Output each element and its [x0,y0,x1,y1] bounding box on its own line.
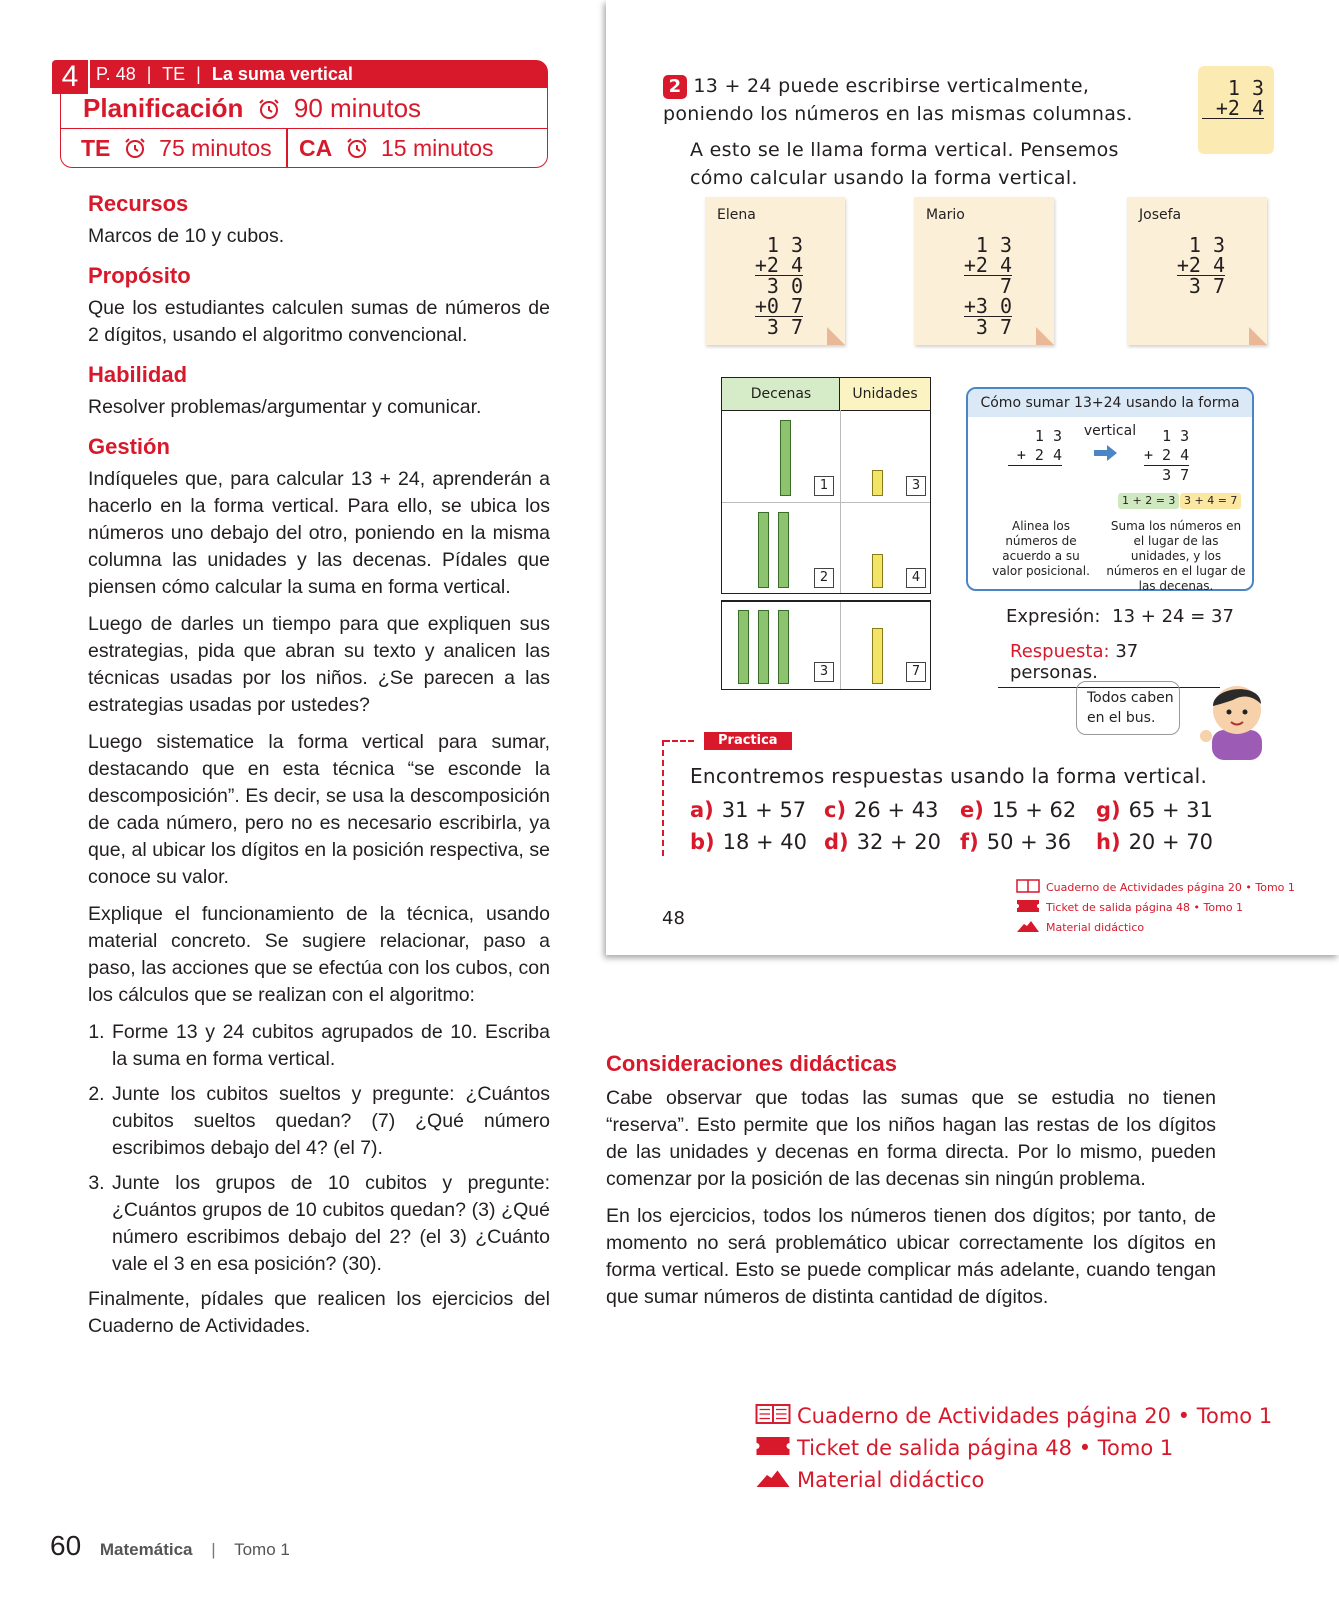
note-name: Josefa [1139,207,1182,223]
tens-digit: 2 [814,568,834,588]
exercise-value: 32 + 20 [856,830,942,854]
calc-row: +2 4 [1215,96,1264,120]
calc-row: +3 0 [963,294,1012,318]
book-refs [1016,878,1295,938]
left-column [88,190,550,1350]
proposito-text: Que los estudiantes calculen sumas de números de 2 dígitos, usando el algoritmo convencional. [88,297,550,346]
ref-item [1016,878,1295,898]
consideraciones [606,1050,1216,1321]
te-tag: TE [162,64,186,84]
howto-right-calc [1144,427,1189,485]
note-elena [705,197,845,345]
exercise-key: d) [824,830,849,854]
legend-item [755,1400,1272,1432]
exercise-item [960,827,1071,857]
exercise-key: f) [960,830,979,854]
calc-row: 3 0 [755,275,803,296]
note-calculation [964,235,1012,337]
gestion-paragraph: Explique el funcionamiento de la técnica, usando material concreto. Se sugiere relacionar, paso a paso, las acciones que se efectúa con los cubos, con los cálculos que se realizan con el algoritmo: [88,903,550,1006]
resource-legend [755,1400,1272,1496]
exercise-item [1096,795,1213,825]
calc-row: + 2 4 [1016,446,1062,464]
planning-total-row [83,88,421,128]
note-name: Elena [717,207,756,223]
unidades-header: Unidades [839,377,931,411]
ca-label: CA [299,135,333,161]
howto-panel [966,387,1254,591]
te-label: TE [81,135,111,161]
exercise-item [824,827,941,857]
ticket-icon [1016,899,1040,913]
calc-row: 3 7 [1177,275,1225,296]
consid-heading: Consideraciones didácticas [606,1051,897,1076]
ca-time [299,129,494,167]
recursos-heading: Recursos [88,191,189,216]
child-illustration [1200,672,1274,760]
ref-item [1016,898,1295,918]
expression-value: 13 + 24 = 37 [1112,606,1234,627]
ones-sum-pill: 3 + 4 = 7 [1180,493,1241,509]
note-josefa [1127,197,1267,345]
ones-digit: 3 [906,476,926,496]
note-mario [914,197,1054,345]
exercise-key: b) [690,830,715,854]
tens-rod [758,512,769,588]
problem-line1: 13 + 24 puede escribirse verticalmente, poniendo los números en las mismas columnas. [663,75,1133,125]
place-value-table [721,377,931,697]
exercise-key: g) [1096,798,1121,822]
footer-subject: Matemática [99,1540,193,1559]
consid-paragraph: Cabe observar que todas las sumas que se estudia no tienen “reserva”. Esto permite que los niños hagan las restas de los dígitos de las unidades y decenas en forma directa. Por lo mismo, pueden comenzar por la posición de las decenas sin ningún problema. [606,1087,1216,1190]
exercise-value: 26 + 43 [854,798,939,822]
exercise-item [690,795,806,825]
ref-item [1016,918,1295,938]
calc-row: +2 4 [1176,253,1225,277]
decenas-header: Decenas [721,377,841,411]
book-page-number: 48 [662,908,685,929]
problem-number: 2 [663,75,687,99]
howto-right-caption: Suma los números en el lugar de las unidades, y los números en el lugar de las decenas. [1106,519,1246,593]
practica-dash [662,740,666,856]
expression [1006,606,1234,627]
list-item: 2. Junte los cubitos sueltos y pregunte: ¿Cuántos cubitos sueltos quedan? (7) ¿Qué número escribimos debajo del 4? (el 7). [110,1081,550,1162]
legend-text: Cuaderno de Actividades página 20 • Tomo 1 [797,1404,1273,1428]
page-fold [827,327,845,345]
planning-box [52,60,548,167]
calc-row: +0 7 [754,294,803,318]
alarm-clock-icon [123,136,147,160]
te-minutes: 75 minutos [159,135,272,161]
alarm-clock-icon [345,136,369,160]
exercise-value: 50 + 36 [986,830,1072,854]
recursos-text: Marcos de 10 y cubos. [88,225,285,247]
problem-intro [663,72,1183,128]
tens-rod [738,610,749,684]
ref-text: Ticket de salida página 48 • Tomo 1 [1046,901,1244,914]
ones-digit: 7 [906,662,926,682]
exercise-value: 65 + 31 [1128,798,1214,822]
gestion-paragraph: Indíqueles que, para calcular 13 + 24, aprenderán a hacerlo en la forma vertical. Para ello, se ubica los números uno debajo del otro, poniendo en la misma columna las unidades y las decenas. Pídales que piensen cómo calcular la suma en forma vertical. [88,468,550,598]
gestion-heading: Gestión [88,434,170,459]
howto-title: Cómo sumar 13+24 usando la forma vertical [968,389,1252,417]
lesson-topic: La suma vertical [211,64,353,84]
planning-times [60,88,548,168]
material-icon [755,1467,791,1489]
ones-cubes [872,554,883,588]
exercise-value: 15 + 62 [991,798,1077,822]
habilidad-text: Resolver problemas/argumentar y comunicar. [88,396,482,418]
calc-row: 1 3 [1188,233,1225,257]
tens-sum-pill: 1 + 2 = 3 [1118,493,1179,509]
gestion-paragraph: Luego de darles un tiempo para que expliquen sus estrategias, pida que abran su texto y analicen las técnicas usadas por los niños. ¿Se parecen a las estrategias usadas por ustedes? [88,613,550,716]
calc-row: 1 3 [1034,427,1062,445]
column-divider [840,602,841,689]
textbook-page [606,0,1339,955]
calc-line [1008,465,1062,466]
expression-label: Expresión: [1006,606,1101,627]
legend-text: Material didáctico [797,1468,985,1492]
answer-value: 37 personas. [1010,641,1139,683]
tens-digit: 1 [814,476,834,496]
exercise-key: h) [1096,830,1121,854]
note-calculation [755,235,803,337]
exercise-item [1096,827,1213,857]
answer-label: Respuesta: [1010,641,1110,662]
planning-total: 90 minutos [293,93,422,123]
calc-row: 3 7 [755,316,803,337]
page-number: 60 [50,1530,82,1561]
calc-row: 3 7 [1144,465,1189,485]
calc-row: 1 3 [1162,427,1190,445]
ca-minutes: 15 minutos [381,135,494,161]
table-total [721,600,931,690]
footer-volume: Tomo 1 [234,1540,290,1559]
calc-row: 7 [964,275,1012,296]
final-paragraph: Finalmente, pídales que realicen los ejercicios del Cuaderno de Actividades. [88,1288,550,1337]
exercise-value: 20 + 70 [1128,830,1213,854]
footer-separator: | [211,1540,216,1559]
practica-label: Practica [704,732,792,750]
exercise-key: a) [690,798,714,822]
gestion-paragraph: Luego sistematice la forma vertical para sumar, destacando que en esta técnica “se esconde la descomposición”. Es decir, se usa la descomposición de cada número, pero no es necesario escribirla, ya que, al ubicar los dígitos en la posición respectiva, se conoce su valor. [88,731,550,888]
ones-cubes [872,628,883,684]
note-name: Mario [926,207,965,223]
calc-row: +2 4 [754,253,803,277]
book-icon [1016,879,1040,893]
tens-digit: 3 [814,662,834,682]
calc-row: + 2 4 [1144,446,1190,464]
page-fold [1036,327,1054,345]
calc-row: 1 3 [766,233,803,257]
corner-calc-numbers [1202,78,1264,119]
divider [286,129,288,167]
list-item: 1. Forme 13 y 24 cubitos agrupados de 10. Escriba la suma en forma vertical. [110,1019,550,1073]
exercise-value: 31 + 57 [721,798,807,822]
howto-left-calc [1008,427,1062,466]
page-fold [1249,327,1267,345]
habilidad-heading: Habilidad [88,362,188,387]
legend-item [755,1464,1272,1496]
note-calculation [1177,235,1225,296]
exercise-item [690,827,807,857]
ticket-icon [755,1435,791,1457]
material-icon [1016,919,1040,933]
page-ref: P. 48 [96,64,136,84]
calc-row: 1 3 [1227,76,1264,100]
calc-row: 3 7 [964,316,1012,337]
row-divider [722,502,930,503]
page-footer [50,1530,290,1562]
exercise-item [960,795,1076,825]
tens-rod [778,512,789,588]
ref-text: Material didáctico [1046,921,1145,934]
problem-line2: A esto se le llama forma vertical. Pensemos cómo calcular usando la forma vertical. [690,139,1119,189]
lesson-header: P. 48 | TE | La suma vertical [90,60,548,88]
consid-paragraph: En los ejercicios, todos los números tienen dos dígitos; por tanto, de momento no será problemático ubicar correctamente los dígitos en forma vertical. Esto se puede complicar más adelante, cuando tengan que sumar números de distinta cantidad de dígitos. [606,1205,1216,1308]
list-item: 3. Junte los grupos de 10 cubitos y pregunte: ¿Cuántos grupos de 10 cubitos quedan? (3) ¿Qué número escribimos debajo del 2? (el 3) ¿Cuánto vale el 3 en esa posición? (30). [110,1170,550,1278]
legend-item [755,1432,1272,1464]
planning-title: Planificación [83,93,244,123]
proposito-heading: Propósito [88,263,191,288]
ref-text: Cuaderno de Actividades página 20 • Tomo 1 [1046,881,1295,894]
planning-split-row [61,128,547,167]
exercise-key: c) [824,798,847,822]
ones-cubes [872,470,883,496]
tens-rod [758,610,769,684]
book-icon [755,1403,791,1425]
steps-list [88,1019,550,1278]
exercise-value: 18 + 40 [722,830,808,854]
te-time [81,129,272,167]
arrow-right-icon [1094,445,1118,461]
lesson-number: 4 [52,60,88,94]
speech-bubble: Todos caben en el bus. [1076,681,1180,735]
tens-rod [780,420,791,496]
tens-rod [778,610,789,684]
corner-calculation [1198,66,1274,154]
table-body [721,410,931,594]
howto-left-caption: Alinea los números de acuerdo a su valor posicional. [992,519,1090,578]
calc-row: 1 3 [975,233,1012,257]
exercise-item [824,795,938,825]
legend-text: Ticket de salida página 48 • Tomo 1 [797,1436,1174,1460]
practica-intro: Encontremos respuestas usando la forma vertical. [690,764,1208,788]
practica-dash [664,740,694,742]
ones-digit: 4 [906,568,926,588]
alarm-clock-icon [257,97,281,121]
exercise-key: e) [960,798,984,822]
calc-row: +2 4 [963,253,1012,277]
